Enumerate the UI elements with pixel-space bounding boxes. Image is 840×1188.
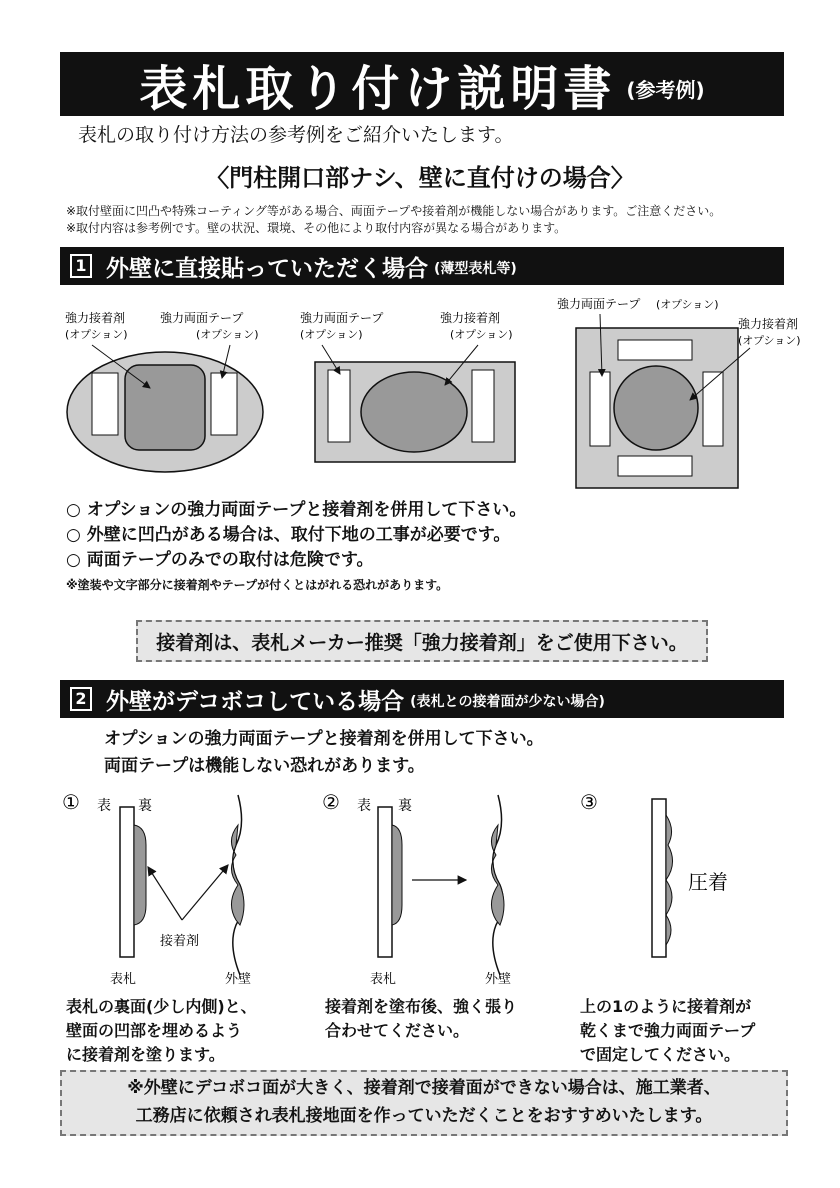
section2-diagrams	[0, 785, 840, 995]
desc-line: 乾くまで強力両面テープ	[580, 1021, 756, 1040]
diagram-oval-plate	[65, 310, 263, 472]
page-title: 表札取り付け説明書	[139, 60, 617, 117]
section2-number: 2	[70, 687, 92, 711]
desc-line: 壁面の凹部を埋めるよう	[66, 1021, 243, 1040]
notes	[66, 203, 721, 237]
note-line: ※取付内容は参考例です。壁の状況、環境、その他により取付内容が異なる場合があります。	[66, 221, 567, 235]
section1-bullets	[66, 498, 526, 598]
footer-line: ※外壁にデコボコ面が大きく、接着剤で接着面ができない場合は、施工業者、	[127, 1078, 721, 1098]
label-adhesive: 強力接着剤	[440, 311, 501, 325]
section2-header	[60, 680, 784, 718]
step2-diagram	[322, 790, 511, 987]
label-option: (オプション)	[196, 328, 259, 341]
footer-line: 工務店に依頼され表札接地面を作っていただくことをおすすめいたします。	[135, 1106, 713, 1126]
footer-note	[60, 1070, 788, 1136]
bullet-item: ○ オプションの強力両面テープと接着剤を併用して下さい。	[66, 500, 527, 520]
section2-line: オプションの強力両面テープと接着剤を併用して下さい。	[104, 729, 544, 749]
label-adhesive: 強力接着剤	[65, 311, 126, 325]
label-wall: 外壁	[485, 972, 512, 987]
section2-subtitle: (表札との接着面が少ない場合)	[410, 694, 605, 710]
desc-line: 表札の裏面(少し内側)と、	[66, 997, 257, 1016]
step1-number: ①	[62, 790, 80, 814]
section2-intro	[104, 726, 544, 780]
label-back: 裏	[138, 798, 152, 814]
section2-title: 外壁がデコボコしている場合	[106, 688, 405, 715]
section1-title: 外壁に直接貼っていただく場合	[106, 255, 428, 282]
label-press: 圧着	[688, 870, 728, 894]
small-note: ※塗装や文字部分に接着剤やテープが付くとはがれる恐れがあります。	[66, 578, 449, 592]
section1-header	[60, 247, 784, 285]
label-wall: 外壁	[225, 972, 252, 987]
desc-line: 上の1のように接着剤が	[580, 997, 752, 1016]
section1-diagrams	[0, 290, 840, 495]
bullet-item: ○ 外壁に凹凸がある場合は、取付下地の工事が必要です。	[66, 525, 511, 545]
label-adhesive: 強力接着剤	[738, 317, 799, 331]
step1-description	[66, 995, 257, 1067]
label-option: (オプション)	[450, 328, 513, 341]
diagram-rect-plate	[300, 310, 515, 462]
label-plate: 表札	[370, 972, 397, 987]
section2-line: 両面テープは機能しない恐れがあります。	[104, 756, 425, 776]
desc-line: 接着剤を塗布後、強く張り	[325, 997, 518, 1016]
desc-line: で固定してください。	[580, 1045, 741, 1064]
section1-subtitle: (薄型表札等)	[434, 261, 517, 277]
step3-number: ③	[580, 790, 598, 814]
step3-diagram	[580, 790, 728, 957]
note-line: ※取付壁面に凹凸や特殊コーティング等がある場合、両面テープや接着剤が機能しない場合があります。ご注意ください。	[66, 204, 722, 218]
desc-line: に接着剤を塗ります。	[66, 1045, 225, 1064]
step2-number: ②	[322, 790, 340, 814]
step3-description	[580, 995, 755, 1067]
label-plate: 表札	[110, 972, 137, 987]
adhesive-callout: 接着剤は、表札メーカー推奨「強力接着剤」をご使用下さい。	[136, 620, 708, 662]
desc-line: 合わせてください。	[325, 1021, 470, 1040]
label-option: (オプション)	[738, 334, 801, 347]
intro-text: 表札の取り付け方法の参考例をご紹介いたします。	[78, 124, 514, 146]
label-front: 表	[97, 798, 111, 814]
label-front: 表	[357, 798, 371, 814]
label-option: (オプション)	[65, 328, 128, 341]
diagram-square-plate	[557, 296, 801, 488]
step1-diagram	[62, 790, 251, 987]
label-tape: 強力両面テープ	[300, 311, 384, 325]
label-tape: 強力両面テープ	[160, 311, 244, 325]
bullet-item: ○ 両面テープのみでの取付は危険です。	[66, 550, 374, 570]
label-adhesive: 接着剤	[160, 934, 200, 949]
title-bar	[60, 52, 784, 116]
section1-number: 1	[70, 254, 92, 278]
step2-description	[325, 995, 517, 1043]
label-option: (オプション)	[656, 298, 719, 311]
title-suffix: (参考例)	[626, 77, 705, 102]
label-tape: 強力両面テープ	[557, 297, 641, 311]
label-option: (オプション)	[300, 328, 363, 341]
label-back: 裏	[398, 798, 412, 814]
subtitle: 〈門柱開口部ナシ、壁に直付けの場合〉	[205, 164, 635, 192]
